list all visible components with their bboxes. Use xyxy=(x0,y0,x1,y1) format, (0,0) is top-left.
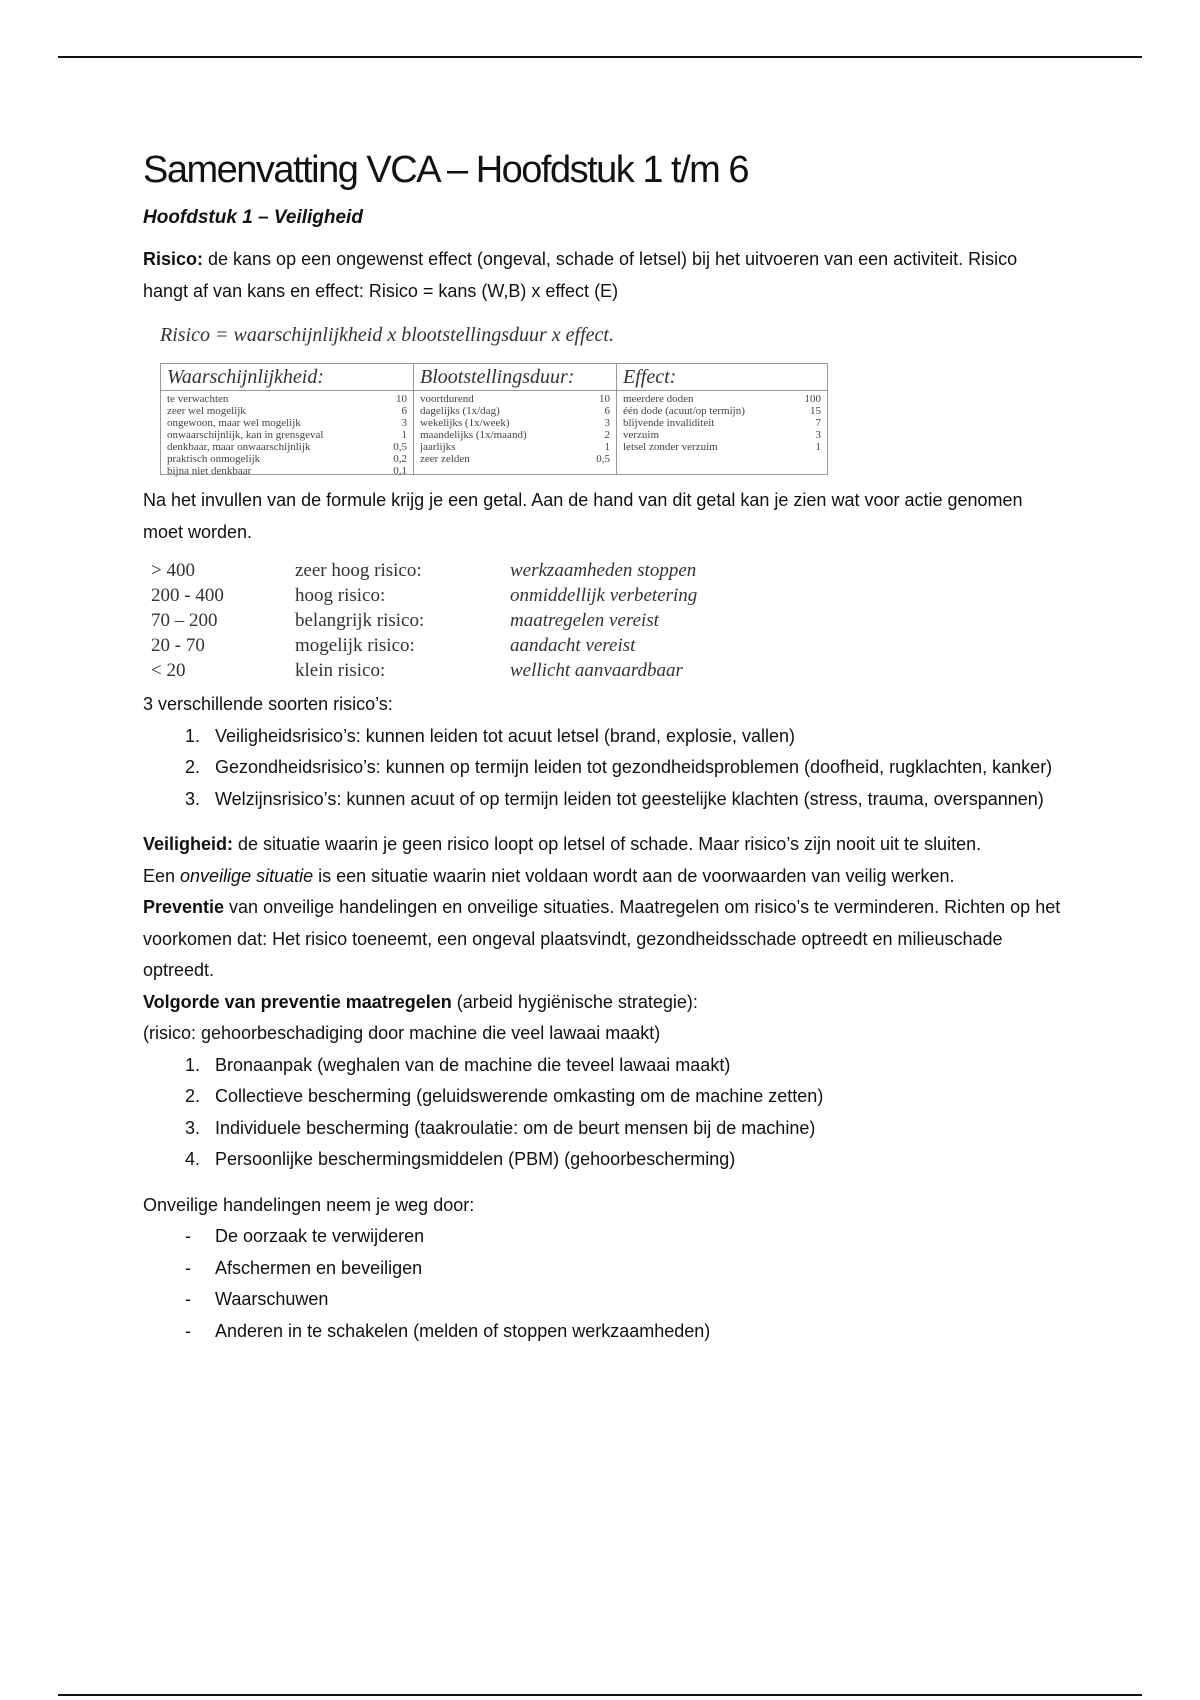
factor-row: zeer wel mogelijk 6 xyxy=(167,405,407,417)
preventie-term: Preventie xyxy=(143,897,225,917)
list-item: - Afschermen en beveiligen xyxy=(185,1257,423,1278)
factor-row: ongewoon, maar wel mogelijk 3 xyxy=(167,417,407,429)
factor-row: denkbaar, maar onwaarschijnlijk 0,5 xyxy=(167,441,407,453)
volgorde-example: (risico: gehoorbeschadiging door machine die veel lawaai maakt) xyxy=(143,1023,661,1043)
risico-term: Risico: xyxy=(143,249,204,269)
factor-column-waarschijnlijkheid xyxy=(161,364,414,477)
risk-types-list xyxy=(143,721,1063,816)
list-item: 4. Persoonlijke beschermingsmiddelen (PBM) (gehoorbescherming) xyxy=(185,1149,736,1169)
bottom-rule xyxy=(58,1694,1142,1696)
factor-column-effect xyxy=(617,364,827,474)
risico-definition xyxy=(143,244,1063,307)
list-item: 1. Veiligheidsrisico’s: kunnen leiden tot acuut letsel (brand, explosie, vallen) xyxy=(185,725,796,746)
factor-row: maandelijks (1x/maand) 2 xyxy=(420,429,610,441)
handelingen-intro: Onveilige handelingen neem je weg door: xyxy=(143,1194,475,1215)
risk-level-row: 70 – 200 belangrijk risico: maatregelen vereist xyxy=(151,610,659,631)
factor-table xyxy=(160,363,828,475)
factor-row: te verwachten 10 xyxy=(167,393,407,405)
list-item: - De oorzaak te verwijderen xyxy=(185,1226,425,1246)
factor-row: zeer zelden 0,5 xyxy=(420,453,610,465)
onveilige-situatie-term: onveilige situatie xyxy=(180,865,314,886)
factor-row: wekelijks (1x/week) 3 xyxy=(420,417,610,429)
chapter-heading: Hoofdstuk 1 – Veiligheid xyxy=(143,207,363,228)
factor-row: één dode (acuut/op termijn) 15 xyxy=(623,405,821,417)
risk-level-row: > 400 zeer hoog risico: werkzaamheden stoppen xyxy=(151,560,697,581)
risk-level-row: 200 - 400 hoog risico: onmiddellijk verbetering xyxy=(151,585,698,606)
risk-level-row: 20 - 70 mogelijk risico: aandacht vereist xyxy=(151,635,636,656)
veiligheid-term: Veiligheid: xyxy=(143,834,234,854)
factor-row: verzuim 3 xyxy=(623,429,821,441)
risico-text: de kans op een ongewenst effect (ongeval, schade of letsel) bij het uitvoeren van een activiteit. Risico hangt af van kans en effect: Risico = kans (W,B) x effect (E) xyxy=(143,249,1018,301)
factor-column-header: Blootstellingsduur: xyxy=(414,366,616,391)
onveilige-situatie-text: Een onveilige situatie is een situatie waarin niet voldaan wordt aan de voorwaarden van veilig werken. xyxy=(143,865,955,886)
veiligheid-definition: Veiligheid: de situatie waarin je geen risico loopt op letsel of schade. Maar risico’s zijn nooit uit te sluiten. xyxy=(143,834,982,854)
list-item: - Waarschuwen xyxy=(185,1289,329,1309)
risk-level-table xyxy=(151,558,1063,683)
factor-column-blootstellingsduur xyxy=(414,364,617,474)
list-item: 3. Individuele bescherming (taakroulatie: om de beurt mensen bij de machine) xyxy=(185,1117,816,1138)
list-item: 3. Welzijnsrisico’s: kunnen acuut of op termijn leiden tot geestelijke klachten (stress, trauma, overspannen) xyxy=(185,788,1044,809)
risk-types-intro: 3 verschillende soorten risico’s: xyxy=(143,694,393,714)
formula-result-text: Na het invullen van de formule krijg je een getal. Aan de hand van dit getal kan je zien wat voor actie genomen moet worden. xyxy=(143,490,1023,542)
factor-column-header: Effect: xyxy=(617,366,827,391)
volgorde-heading: Volgorde van preventie maatregelen (arbeid hygiënische strategie): xyxy=(143,991,698,1012)
factor-row: jaarlijks 1 xyxy=(420,441,610,453)
volgorde-term: Volgorde van preventie maatregelen xyxy=(143,991,452,1012)
document-content xyxy=(143,142,1063,1347)
list-item: 2. Gezondheidsrisico’s: kunnen op termijn leiden tot gezondheidsproblemen (doofheid, rugklachten, kanker) xyxy=(185,757,1053,777)
factor-row: letsel zonder verzuim 1 xyxy=(623,441,821,453)
risk-formula: Risico = waarschijnlijkheid x blootstellingsduur x effect. xyxy=(160,324,614,346)
top-rule xyxy=(58,56,1142,58)
factor-row: blijvende invaliditeit 7 xyxy=(623,417,821,429)
factor-row: meerdere doden 100 xyxy=(623,393,821,405)
factor-row: praktisch onmogelijk 0,2 xyxy=(167,453,407,465)
list-item: 2. Collectieve bescherming (geluidswerende omkasting om de machine zetten) xyxy=(185,1086,824,1106)
page-title: Samenvatting VCA – Hoofdstuk 1 t/m 6 xyxy=(143,149,749,191)
list-item: - Anderen in te schakelen (melden of stoppen werkzaamheden) xyxy=(185,1320,711,1341)
preventie-text: Preventie van onveilige handelingen en onveilige situaties. Maatregelen om risico’s te verminderen. Richten op het voorkomen dat: Het risico toeneemt, een ongeval plaatsvindt, gezondheidsschade optreedt en milieuschade optreedt. xyxy=(143,897,1061,980)
measures-list xyxy=(143,1050,1063,1176)
handelingen-list xyxy=(143,1221,1063,1347)
factor-row: bijna niet denkbaar 0,1 xyxy=(167,465,407,477)
factor-row: onwaarschijnlijk, kan in grensgeval 1 xyxy=(167,429,407,441)
factor-row: voortdurend 10 xyxy=(420,393,610,405)
list-item: 1. Bronaanpak (weghalen van de machine die teveel lawaai maakt) xyxy=(185,1054,731,1075)
factor-column-header: Waarschijnlijkheid: xyxy=(161,366,413,391)
risk-level-row: < 20 klein risico: wellicht aanvaardbaar xyxy=(151,660,683,681)
factor-row: dagelijks (1x/dag) 6 xyxy=(420,405,610,417)
